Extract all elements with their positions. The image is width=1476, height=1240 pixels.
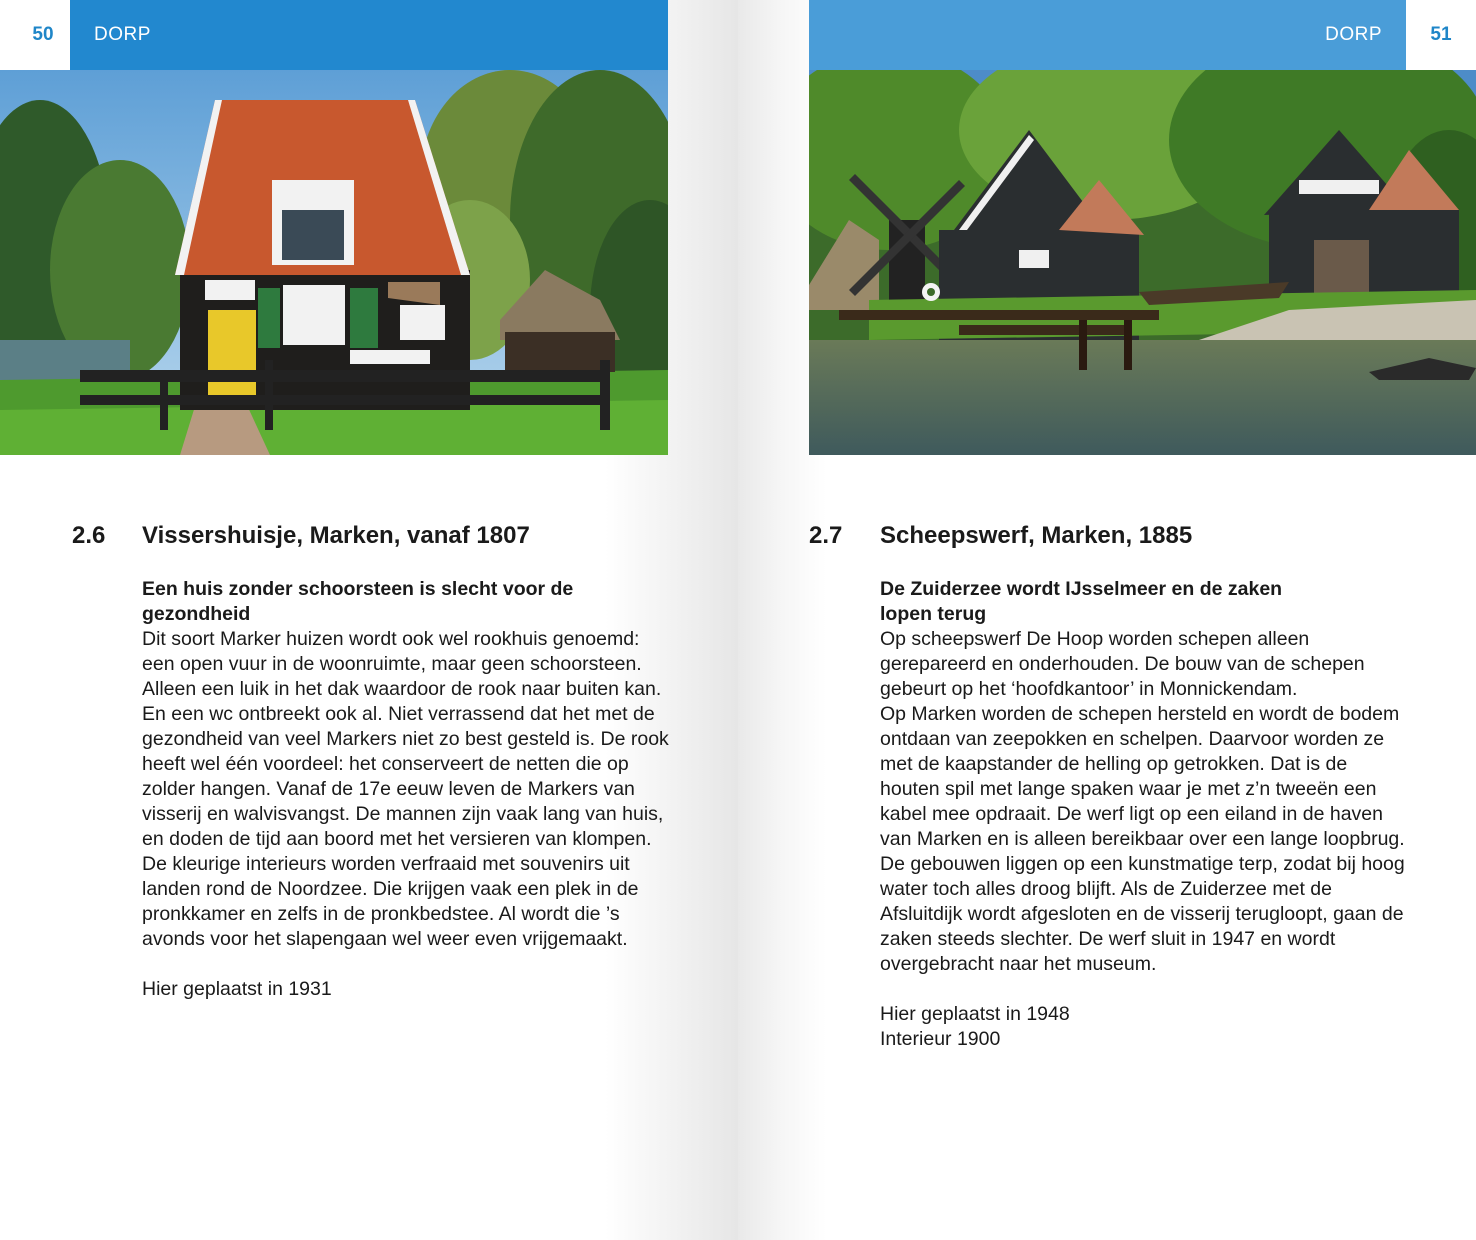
lead-left: Een huis zonder schoorsteen is slecht voor de gezondheid [142,578,574,625]
section-title-right: Scheepswerf, Marken, 1885 [880,522,1193,549]
lead-right: De Zuiderzee wordt IJsselmeer en de zaken lopen terug [880,578,1283,625]
shipyard-photo [809,70,1476,455]
section-label-right: DORP [1325,24,1382,45]
page-number-right: 51 [1406,0,1476,70]
paragraph-right-2: Op Marken worden de schepen hersteld en wordt de bodem ontdaan van zeepokken en schelpen. Daarvoor worden ze met de kaapstander de helling op getrokken. Dat is de houten spil met lange spaken waar je met z’n tweeën een kabel mee opdraait. De werf ligt op een eiland in de haven van Marken en is alleen bereikbaar over een lange loopbrug. De gebouwen liggen op een kunstmatige terp, zodat bij hoog water toch alles droog blijft. Als de Zuiderzee met de Afsluitdijk wordt afgesloten en de visserij terugloopt, gaan de zaken steeds slechter. De werf sluit in 1947 en wordt overgebracht naar het museum. [880,703,1405,975]
placed-note-right: Hier geplaatst in 1948 [880,1003,1070,1025]
interior-note-right: Interieur 1900 [880,1028,1001,1050]
right-page [738,0,1476,1240]
section-number-left: 2.6 [72,522,106,549]
page-number-left: 50 [8,0,78,70]
article-body-right [880,577,1410,1052]
section-number-right: 2.7 [809,522,843,549]
section-label-left: DORP [94,24,151,45]
section-header-right [809,0,1406,70]
placed-note-left: Hier geplaatst in 1931 [142,978,332,1000]
section-header-left [70,0,668,70]
paragraph-left: Dit soort Marker huizen wordt ook wel rookhuis genoemd: een open vuur in de woonruimte, maar geen schoorsteen. Alleen een luik in het dak waardoor de rook naar buiten kan. En een wc ontbreekt ook al. Niet verrassend dat het met de gezondheid van veel Markers niet zo best gesteld is. De rook heeft wel één voordeel: het conserveert de netten die op zolder hangen. Vanaf de 17e eeuw leven de Markers van visserij en walvisvangst. De mannen zijn vaak lang van huis, en doden de tijd aan boord met het versieren van klompen. De kleurige interieurs worden verfraaid met souvenirs uit landen rond de Noordzee. Die krijgen vaak een plek in de pronkkamer en zelfs in de pronkbedstee. Al wordt die ’s avonds voor het slapengaan wel weer even vrijgemaakt. [142,628,669,950]
fisherman-house-photo [0,70,668,455]
article-body-left [142,577,672,1002]
paragraph-right-1: Op scheepswerf De Hoop worden schepen alleen gerepareerd en onderhouden. De bouw van de schepen gebeurt op het ‘hoofdkantoor’ in Monnickendam. [880,628,1365,700]
section-title-left: Vissershuisje, Marken, vanaf 1807 [142,522,530,549]
